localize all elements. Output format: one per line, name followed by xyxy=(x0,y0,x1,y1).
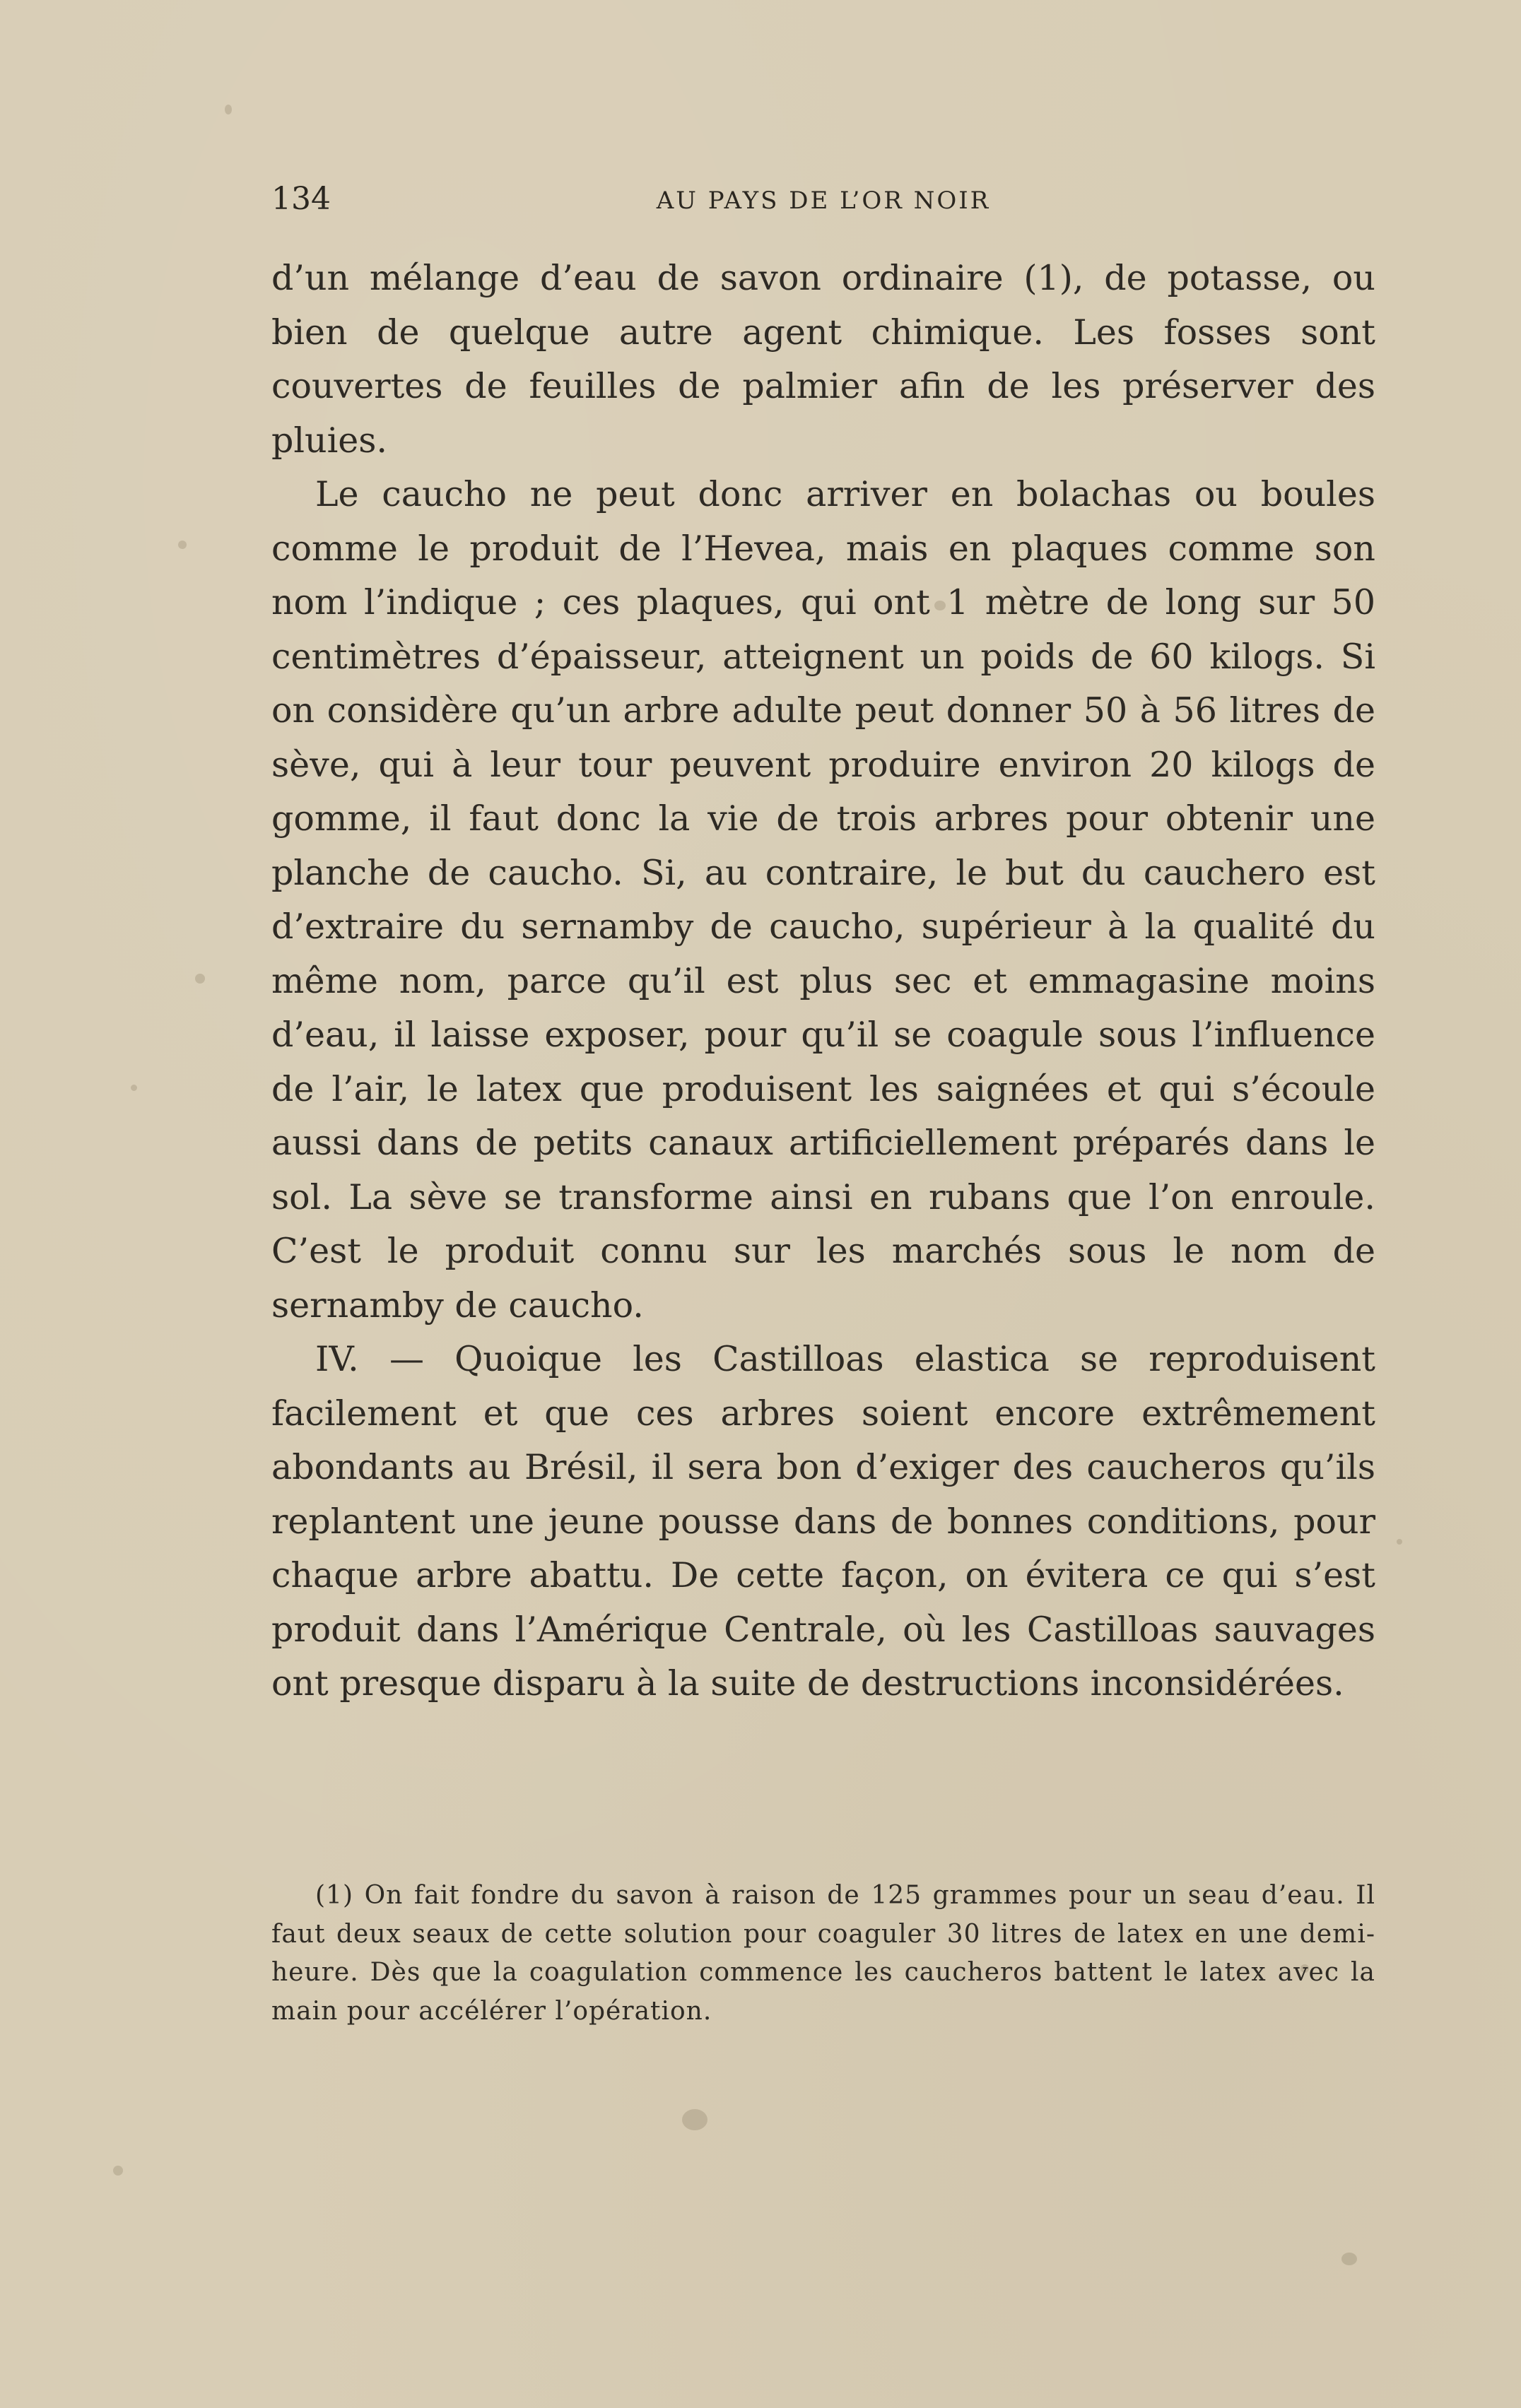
paragraph-caucho: Le caucho ne peut donc arriver en bolachas ou boules comme le produit de l’Hevea, mais en plaques comme son nom l’indique ; ces plaques, qui ont 1 mètre de long sur 50 centimètres d’épaisseur, atteignent un poids de 60 kilogs. Si on considère qu’un arbre adulte peut donner 50 à 56 litres de sève, qui à leur tour peuvent produire environ 20 kilogs de gomme, il faut donc la vie de trois arbres pour obtenir une planche de caucho. Si, au contraire, le but du cauchero est d’extraire du sernamby de caucho, supérieur à la qualité du même nom, parce qu’il est plus sec et emmagasine moins d’eau, il laisse exposer, pour qu’il se coagule sous l’influence de l’air, le latex que produisent les saignées et qui s’écoule aussi dans de petits canaux artificiellement préparés dans le sol. La sève se transforme ainsi en rubans que l’on enroule. C’est le produit connu sur les marchés sous le nom de sernamby de caucho. xyxy=(271,474,1375,1326)
paper-speck xyxy=(195,974,205,984)
paper-speck xyxy=(131,1085,137,1091)
paper-speck xyxy=(178,541,187,549)
body-text xyxy=(271,252,1375,1711)
footnote-text: (1) On fait fondre du savon à raison de 125 grammes pour un seau d’eau. Il faut deux seaux de cette solution pour coaguler 30 litres de latex en une demi-heure. Dès que la coagulation commence les caucheros battent le latex avec la main pour accélérer l’opération. xyxy=(271,1881,1375,2026)
paper-speck xyxy=(682,2109,707,2130)
paper-speck xyxy=(1397,1539,1402,1545)
paper-speck xyxy=(1341,2253,1357,2265)
page-header xyxy=(271,178,1375,220)
page-number: 134 xyxy=(271,181,331,217)
paragraph-continued: d’un mélange d’eau de savon ordinaire (1), de potasse, ou bien de quelque autre agent chimique. Les fosses sont couvertes de feuilles de palmier afin de les préserver des pluies. xyxy=(271,258,1375,461)
paper-speck xyxy=(113,2166,123,2176)
paper-speck xyxy=(225,105,232,114)
running-title: AU PAYS DE L’OR NOIR xyxy=(656,187,991,215)
paragraph-section-iv: IV. — Quoique les Castilloas elastica se reproduisent facilement et que ces arbres soient encore extrêmement abondants au Brésil, il sera bon d’exiger des caucheros qu’ils replantent une jeune pousse dans de bonnes conditions, pour chaque arbre abattu. De cette façon, on évitera ce qui s’est produit dans l’Amérique Centrale, où les Castilloas sauvages ont presque disparu à la suite de destructions inconsidérées. xyxy=(271,1339,1375,1704)
footnote xyxy=(271,1877,1375,2031)
